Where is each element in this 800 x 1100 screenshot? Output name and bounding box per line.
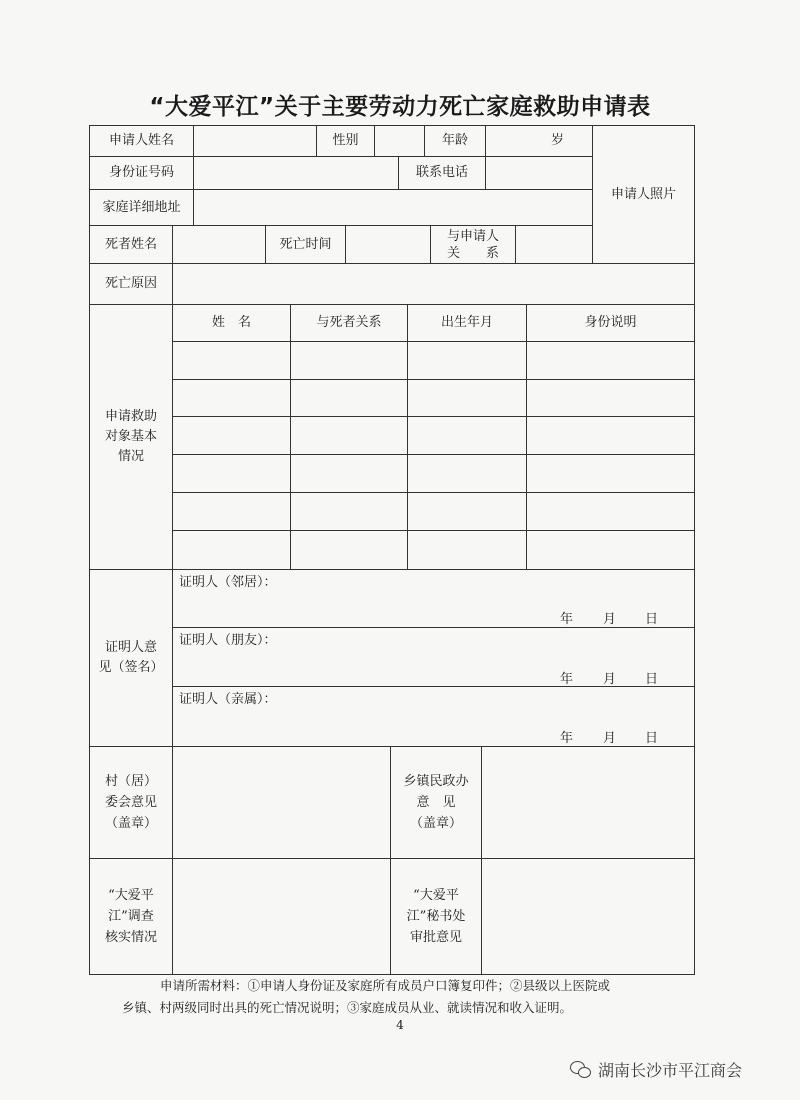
month-label: 月 [603, 731, 617, 746]
footnote-line-1: 申请所需材料：①申请人身份证及家庭所有成员户口簿复印件；②县级以上医院或 [160, 978, 611, 993]
relation-applicant-field[interactable] [515, 225, 593, 264]
label-photo: 申请人照片 [592, 125, 695, 264]
death-time-field[interactable] [345, 225, 431, 264]
label-death-time: 死亡时间 [265, 225, 346, 264]
recipient-cell[interactable] [172, 341, 291, 380]
watermark-text: 湖南长沙市平江商会 [598, 1060, 743, 1080]
recipient-cell[interactable] [407, 416, 527, 455]
label-witness-friend: 证明人（朋友）： [179, 633, 277, 648]
recipient-cell[interactable] [526, 379, 695, 417]
footnote-line-2: 乡镇、村两级同时出具的死亡情况说明；③家庭成员从业、就读情况和收入证明。 [122, 1000, 573, 1015]
label-witness-neighbor: 证明人（邻居）： [179, 575, 277, 590]
recipient-cell[interactable] [290, 379, 408, 417]
watermark [570, 1056, 790, 1082]
village-opinion-field[interactable] [172, 746, 391, 859]
year-label: 年 [560, 731, 574, 746]
label-id-number: 身份证号码 [89, 156, 194, 190]
recipient-cell[interactable] [290, 492, 408, 531]
witness-friend-box[interactable] [172, 627, 695, 687]
recipient-cell[interactable] [172, 416, 291, 455]
label-phone: 联系电话 [398, 156, 486, 190]
year-label: 年 [560, 672, 574, 687]
label-applicant-name: 申请人姓名 [89, 125, 194, 157]
recipient-cell[interactable] [290, 341, 408, 380]
recipient-cell[interactable] [172, 492, 291, 531]
label-deceased-name: 死者姓名 [89, 225, 173, 264]
phone-field[interactable] [485, 156, 593, 190]
label-death-cause: 死亡原因 [89, 263, 173, 305]
age-field[interactable] [485, 125, 593, 157]
label-witness-relative: 证明人（亲属）： [179, 692, 277, 707]
town-opinion-field[interactable] [481, 746, 695, 859]
recipient-cell[interactable] [526, 492, 695, 531]
page-number: 4 [396, 1018, 404, 1032]
secretariat-field[interactable] [481, 858, 695, 975]
month-label: 月 [603, 612, 617, 627]
recipient-cell[interactable] [407, 530, 527, 570]
day-label: 日 [645, 612, 659, 627]
label-address: 家庭详细地址 [89, 189, 194, 226]
recipient-cell[interactable] [290, 416, 408, 455]
day-label: 日 [645, 731, 659, 746]
label-town-opinion: 乡镇民政办 意 见 （盖章） [390, 746, 482, 859]
deceased-name-field[interactable] [172, 225, 266, 264]
id-number-field[interactable] [193, 156, 399, 190]
col-header-birth: 出生年月 [407, 304, 527, 342]
gender-field[interactable] [374, 125, 425, 157]
recipient-cell[interactable] [526, 416, 695, 455]
recipient-cell[interactable] [526, 530, 695, 570]
label-relation-applicant: 与申请人 关 系 [430, 225, 516, 264]
age-unit: 岁 [550, 133, 564, 148]
recipient-cell[interactable] [526, 454, 695, 493]
col-header-identity: 身份说明 [526, 304, 695, 342]
witness-neighbor-box[interactable] [172, 569, 695, 628]
label-gender: 性别 [316, 125, 375, 157]
recipient-cell[interactable] [290, 454, 408, 493]
month-label: 月 [603, 672, 617, 687]
survey-field[interactable] [172, 858, 391, 975]
label-village-opinion: 村（居） 委会意见 （盖章） [89, 746, 173, 859]
death-cause-field[interactable] [172, 263, 695, 305]
label-secretariat: “大爱平 江”秘书处 审批意见 [390, 858, 482, 975]
recipient-cell[interactable] [407, 379, 527, 417]
recipient-cell[interactable] [407, 492, 527, 531]
witness-relative-box[interactable] [172, 686, 695, 747]
recipient-cell[interactable] [407, 341, 527, 380]
address-field[interactable] [193, 189, 593, 226]
form-title: “大爱平江”关于主要劳动力死亡家庭救助申请表 [149, 94, 651, 120]
recipient-cell[interactable] [172, 454, 291, 493]
recipient-cell[interactable] [526, 341, 695, 380]
col-header-relation: 与死者关系 [290, 304, 408, 342]
col-header-name: 姓 名 [172, 304, 291, 342]
recipient-cell[interactable] [407, 454, 527, 493]
recipient-cell[interactable] [172, 379, 291, 417]
recipient-cell[interactable] [290, 530, 408, 570]
recipient-cell[interactable] [172, 530, 291, 570]
label-age: 年龄 [424, 125, 486, 157]
wechat-logo-icon [570, 1060, 592, 1078]
applicant-name-field[interactable] [193, 125, 317, 157]
label-recipients-section: 申请救助 对象基本 情况 [89, 304, 173, 570]
label-survey: “大爱平 江”调查 核实情况 [89, 858, 173, 975]
day-label: 日 [645, 672, 659, 687]
label-witness-section: 证明人意 见（签名） [89, 569, 173, 747]
year-label: 年 [560, 612, 574, 627]
